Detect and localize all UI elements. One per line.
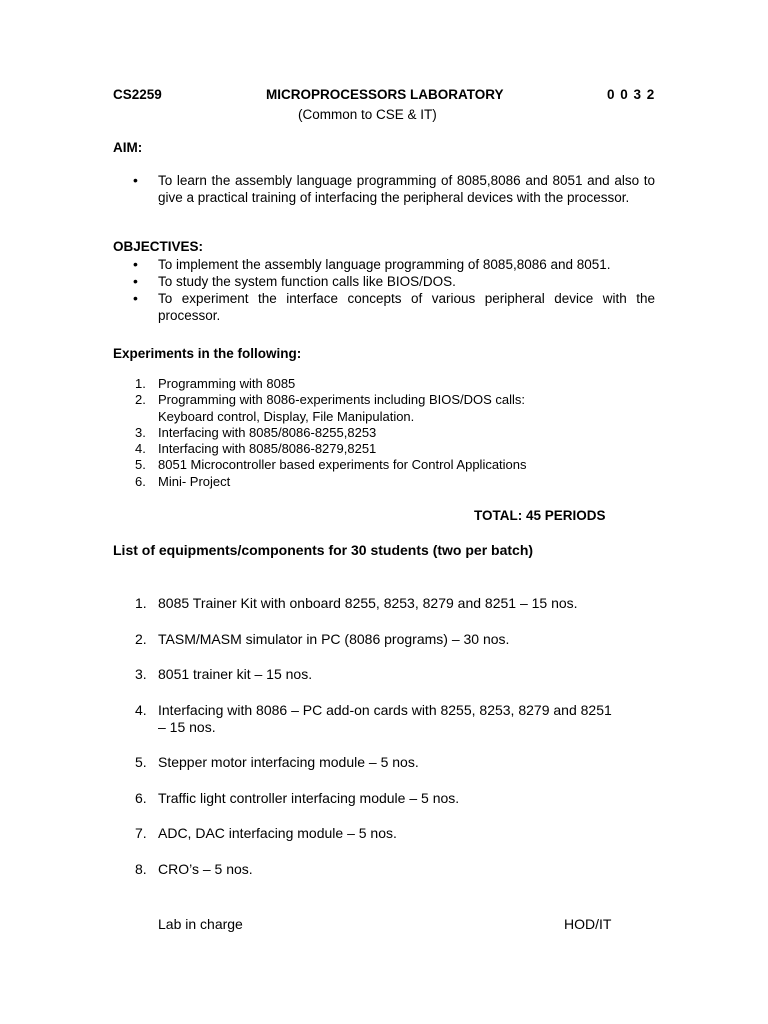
equipment-number: 5. bbox=[135, 754, 147, 770]
experiments-list bbox=[113, 376, 673, 490]
course-code: CS2259 bbox=[113, 87, 162, 102]
equipment-number: 6. bbox=[135, 789, 147, 806]
aim-heading: AIM: bbox=[113, 140, 143, 155]
experiment-text-continued: Keyboard control, Display, File Manipulation. bbox=[158, 408, 415, 424]
equipment-text-continued: – 15 nos. bbox=[158, 718, 216, 735]
equipment-number: 1. bbox=[135, 595, 147, 611]
experiment-number: 5. bbox=[135, 457, 146, 473]
objective-item: • To implement the assembly language programming of 8085,8086 and 8051. bbox=[113, 256, 655, 273]
experiment-item bbox=[113, 441, 673, 457]
experiment-number: 3. bbox=[135, 424, 146, 440]
equipment-text: 8051 trainer kit – 15 nos. bbox=[158, 666, 313, 682]
equipment-text: ADC, DAC interfacing module – 5 nos. bbox=[158, 825, 397, 841]
equipment-heading: List of equipments/components for 30 students (two per batch) bbox=[113, 542, 534, 558]
experiment-number: 6. bbox=[135, 473, 146, 489]
experiment-number: 4. bbox=[135, 441, 146, 457]
experiment-text: Interfacing with 8085/8086-8279,8251 bbox=[158, 441, 377, 457]
equipment-item bbox=[113, 631, 673, 648]
experiment-item bbox=[113, 376, 673, 392]
experiment-item bbox=[113, 457, 673, 473]
experiments-heading: Experiments in the following: bbox=[113, 346, 302, 361]
aim-list bbox=[113, 172, 655, 206]
equipment-number: 8. bbox=[135, 860, 147, 877]
equipment-item bbox=[113, 754, 673, 771]
objectives-heading: OBJECTIVES: bbox=[113, 239, 204, 254]
course-subtitle: (Common to CSE & IT) bbox=[298, 107, 437, 122]
equipment-text: Traffic light controller interfacing module – 5 nos. bbox=[158, 789, 460, 806]
equipment-item bbox=[113, 702, 673, 736]
objective-item: • To experiment the interface concepts of various peripheral device with the processor. bbox=[113, 290, 655, 324]
signature-lab-in-charge: Lab in charge bbox=[158, 916, 243, 932]
experiment-text: Interfacing with 8085/8086-8255,8253 bbox=[158, 424, 377, 440]
experiment-item bbox=[113, 474, 673, 490]
equipment-number: 2. bbox=[135, 630, 147, 647]
equipment-text: Stepper motor interfacing module – 5 nos. bbox=[158, 754, 419, 770]
experiment-text: 8051 Microcontroller based experiments for Control Applications bbox=[158, 457, 527, 473]
experiment-text: Programming with 8086-experiments including BIOS/DOS calls: bbox=[158, 392, 526, 408]
total-periods: TOTAL: 45 PERIODS bbox=[474, 508, 606, 523]
equipment-text: 8085 Trainer Kit with onboard 8255, 8253, 8279 and 8251 – 15 nos. bbox=[158, 595, 578, 611]
equipment-number: 7. bbox=[135, 825, 147, 841]
equipment-list bbox=[113, 595, 673, 896]
equipment-item bbox=[113, 595, 673, 612]
equipment-number: 3. bbox=[135, 666, 147, 682]
equipment-item bbox=[113, 666, 673, 683]
experiment-number: 2. bbox=[135, 392, 146, 408]
equipment-text: Interfacing with 8086 – PC add-on cards with 8255, 8253, 8279 and 8251 bbox=[158, 701, 612, 718]
signature-hod: HOD/IT bbox=[564, 916, 612, 932]
experiment-item bbox=[113, 392, 673, 425]
objectives-list bbox=[113, 256, 655, 324]
experiment-number: 1. bbox=[135, 376, 146, 391]
equipment-item bbox=[113, 790, 673, 807]
course-credits: 0 0 3 2 bbox=[607, 87, 655, 102]
equipment-number: 4. bbox=[135, 701, 147, 718]
equipment-text: TASM/MASM simulator in PC (8086 programs) – 30 nos. bbox=[158, 630, 510, 647]
experiment-text: Programming with 8085 bbox=[158, 376, 296, 391]
experiment-item bbox=[113, 425, 673, 441]
equipment-item bbox=[113, 825, 673, 842]
objective-item: • To study the system function calls like BIOS/DOS. bbox=[113, 273, 655, 290]
experiment-text: Mini- Project bbox=[158, 473, 231, 489]
equipment-text: CRO’s – 5 nos. bbox=[158, 860, 253, 877]
aim-item: • To learn the assembly language programming of 8085,8086 and 8051 and also to give a practical training of interfacing the peripheral devices with the processor. bbox=[113, 172, 655, 206]
equipment-item bbox=[113, 861, 673, 878]
course-title: MICROPROCESSORS LABORATORY bbox=[266, 87, 504, 102]
